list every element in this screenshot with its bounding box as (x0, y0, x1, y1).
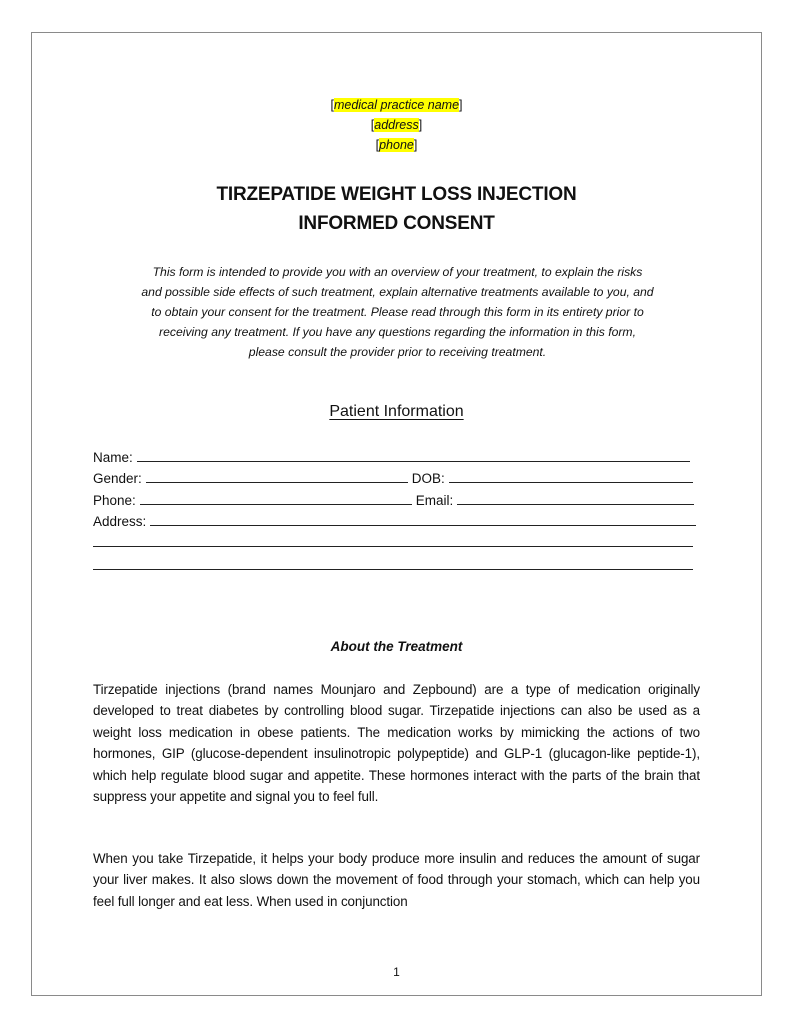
document-page (31, 32, 762, 996)
address-field-row (93, 510, 696, 532)
dob-label: DOB: (411, 471, 445, 486)
page-number: 1 (393, 965, 400, 979)
patient-info-heading: Patient Information (329, 403, 464, 420)
phone-label: Phone: (93, 493, 136, 508)
practice-name-line: [medical practice name] (330, 98, 463, 112)
about-treatment-heading: About the Treatment (330, 639, 463, 654)
address-input-line[interactable] (150, 510, 696, 526)
gender-dob-row (93, 467, 693, 489)
intro-line: receiving any treatment. If you have any questions regarding the information in this form, (159, 325, 636, 339)
email-label: Email: (415, 493, 454, 508)
intro-line: please consult the provider prior to receiving treatment. (248, 345, 547, 359)
phone-input-line[interactable] (140, 489, 412, 505)
about-paragraph-1: Tirzepatide injections (brand names Mounjaro and Zepbound) are a type of medication originally developed to treat diabetes by controlling blood sugar. Tirzepatide injections can also be used as a weight loss medication in obese patients. The medication works by mimicking the actions of two hormones, GIP (glucose-dependent insulinotropic polypeptide) and GLP-1 (glucagon-like peptide-1), which help regulate blood sugar and appetite. These hormones interact with the parts of the brain that suppress your appetite and signal you to feel full. (93, 682, 700, 805)
address-line: [address] (370, 118, 423, 132)
phone-line: [phone] (375, 138, 418, 152)
address-extra-line[interactable] (93, 569, 693, 570)
intro-line: and possible side effects of such treatment, explain alternative treatments available to you, and (141, 285, 654, 299)
document-title-line2: INFORMED CONSENT (298, 213, 495, 234)
intro-line: This form is intended to provide you with an overview of your treatment, to explain the risks (152, 265, 643, 279)
intro-paragraph (92, 262, 703, 362)
email-input-line[interactable] (457, 489, 694, 505)
gender-input-line[interactable] (146, 467, 408, 483)
address-label: Address: (93, 514, 147, 529)
dob-input-line[interactable] (449, 467, 693, 483)
gender-label: Gender: (93, 471, 142, 486)
address-extra-line[interactable] (93, 546, 693, 547)
about-paragraph-2: When you take Tirzepatide, it helps your body produce more insulin and reduces the amount of sugar your liver makes. It also slows down the movement of food through your stomach, which can help you feel full longer and eat less. When used in conjunction (93, 851, 700, 909)
phone-placeholder: phone (379, 138, 414, 152)
name-field-row (93, 446, 690, 468)
intro-line: to obtain your consent for the treatment. Please read through this form in its entirety prior to (151, 305, 644, 319)
name-label: Name: (93, 450, 133, 465)
address-placeholder: address (374, 118, 419, 132)
phone-email-row (93, 489, 694, 511)
document-title-line1: TIRZEPATIDE WEIGHT LOSS INJECTION (216, 184, 577, 205)
name-input-line[interactable] (137, 446, 690, 462)
practice-name-placeholder: medical practice name (333, 98, 460, 112)
